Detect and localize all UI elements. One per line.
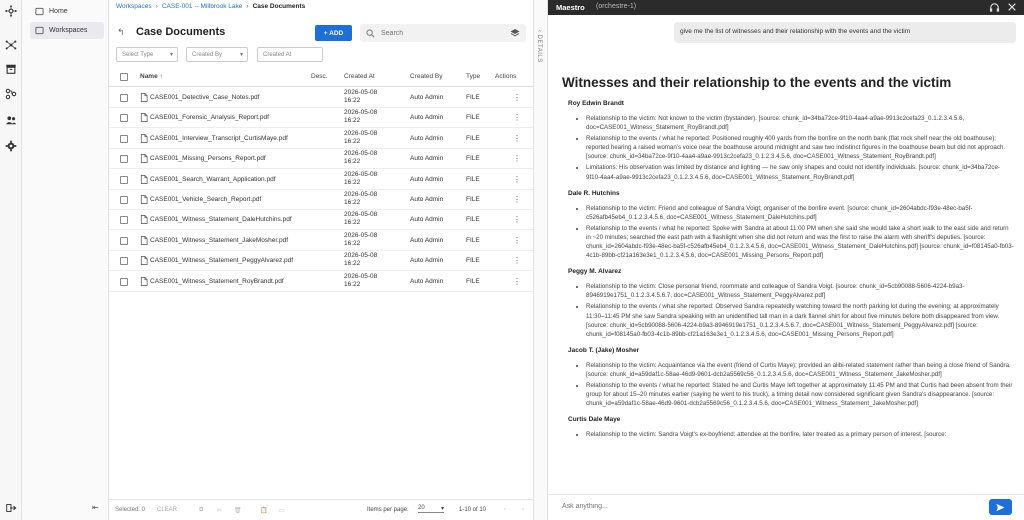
breadcrumb-separator: › — [155, 3, 158, 10]
created-time: 16:22 — [344, 158, 361, 166]
items-per-page-label: Items per page: — [367, 507, 409, 513]
created-by-cell: Auto Admin — [410, 196, 444, 203]
file-icon — [140, 134, 148, 143]
created-date: 2026-05-08 — [344, 211, 378, 219]
more-options-icon[interactable]: ⋮ — [513, 215, 521, 225]
file-icon — [140, 215, 148, 224]
column-created-by[interactable]: Created By — [410, 73, 443, 80]
created-at-cell — [344, 171, 377, 187]
chevron-down-icon: ▾ — [440, 506, 444, 512]
witness-section — [562, 416, 1014, 439]
created-at-cell — [344, 252, 377, 268]
table-row[interactable] — [109, 251, 533, 271]
row-checkbox[interactable] — [120, 135, 128, 143]
search-icon — [366, 29, 375, 38]
search-box — [360, 24, 526, 42]
created-date: 2026-05-08 — [344, 252, 378, 260]
chat-header — [548, 0, 1024, 15]
table-header — [109, 67, 533, 87]
type-filter-label: Select Type — [122, 51, 154, 58]
column-desc[interactable]: Desc. — [311, 73, 328, 80]
created-at-cell — [344, 89, 377, 105]
created-date: 2026-05-08 — [344, 272, 378, 280]
workspaces-icon — [34, 26, 44, 36]
type-cell: FILE — [466, 134, 480, 142]
created-date: 2026-05-08 — [344, 89, 378, 96]
file-name[interactable]: CASE001_Detective_Case_Notes.pdf — [150, 94, 260, 101]
workflow-icon[interactable] — [4, 87, 18, 101]
logout-icon[interactable] — [4, 501, 18, 515]
file-icon — [140, 175, 148, 184]
breadcrumb — [116, 3, 305, 10]
witness-bullet: • Relationship to the events / what he reported: Spoke with Sandra at about 11:00 PM when she said she would take a short walk to the east side and return in ~20 minutes; searched the east path with a flashlight when she did not return and was the first to raise the alarm with sheriff's deputies. [source: chunk_id=2604abdc-f93e-48ec-ba5f-c526afb45eb4_0.1.2.3.4.5.6, doc=CASE001_Witness_Statement_DaleHutchins.pdf] [source: chunk_id=f08145a0-fb03-4c1b-89bb-cf21a163e3e1_0.1.2.3.4.5.6, doc=CASE001_Missing_Persons_Report.pdf] — [586, 224, 1014, 260]
file-name[interactable]: CASE001_Witness_Statement_JakeMosher.pdf — [150, 236, 289, 244]
witness-bullet: • Limitations: His observation was limited by distance and lighting — he saw only shapes and could not identify individuals. [source: chunk_id=34ba72ce-9f10-4aa4-a9ae-9913c2cefa23_0.1.2.3.4.5.6, doc=CASE001_Witness_Statement_RoyBrandt.pdf] — [586, 163, 1014, 181]
type-cell: FILE — [466, 114, 480, 122]
file-name[interactable]: CASE001_Forensic_Analysis_Report.pdf — [150, 114, 269, 122]
witness-name: Dale R. Hutchins — [568, 189, 620, 197]
created-date: 2026-05-08 — [344, 191, 378, 198]
icon-rail — [0, 0, 22, 520]
type-filter[interactable] — [116, 47, 178, 62]
file-icon — [140, 236, 148, 245]
created-time: 16:22 — [344, 117, 361, 125]
more-options-icon[interactable]: ⋮ — [513, 235, 521, 245]
table-row[interactable] — [109, 108, 533, 128]
table-row[interactable] — [109, 129, 533, 149]
chat-input-bar — [548, 494, 1024, 520]
select-all-checkbox[interactable] — [120, 73, 128, 81]
more-options-icon[interactable]: ⋮ — [513, 276, 521, 286]
created-by-cell: Auto Admin — [410, 134, 444, 142]
sidebar-item-label: Workspaces — [49, 27, 88, 34]
users-icon[interactable] — [4, 113, 18, 127]
details-text: DETAILS — [536, 34, 542, 63]
back-arrow-icon[interactable]: ↰ — [117, 27, 125, 37]
chat-subtitle: (orchestre-1) — [596, 3, 637, 10]
chevron-icon: ‹ — [536, 30, 542, 35]
witness-name: Peggy M. Alvarez — [568, 268, 622, 276]
witness-bullet: • Relationship to the victim: Acquaintance via the event (friend of Curtis Maye); provided an alibi-related statement rather than being a close friend of Sandra. [source: chunk_id=a59daf1c-58ae-46d9-9601-dcb2a5569c56_0.1.2.3.4.5.6, doc=CASE001_Witness_Statement_JakeMosher.pdf] — [586, 361, 1014, 379]
chat-panel — [548, 0, 1024, 520]
collapse-sidebar-icon[interactable]: ⇤ — [92, 503, 99, 512]
next-page-icon[interactable]: › — [522, 507, 524, 513]
layers-icon[interactable] — [510, 28, 520, 38]
type-cell: FILE — [466, 196, 480, 203]
row-checkbox[interactable] — [120, 176, 128, 184]
archive-icon[interactable] — [4, 62, 18, 76]
cut-icon[interactable]: ✂ — [217, 508, 223, 514]
witness-bullets — [586, 114, 1014, 182]
created-time: 16:22 — [344, 260, 361, 268]
close-icon[interactable] — [1007, 2, 1018, 13]
created-by-cell: Auto Admin — [410, 175, 444, 183]
copy-icon[interactable]: ⧉ — [199, 507, 204, 513]
table-row[interactable] — [109, 170, 533, 190]
type-cell: FILE — [466, 94, 480, 101]
witness-section — [562, 347, 1014, 408]
type-cell: FILE — [466, 155, 480, 163]
witness-name: Jacob T. (Jake) Mosher — [568, 346, 640, 354]
created-date: 2026-05-08 — [344, 231, 378, 239]
breadcrumb-case[interactable]: CASE-001 -- Millbrook Lake — [161, 3, 243, 10]
created-time: 16:22 — [344, 137, 361, 145]
created-by-cell: Auto Admin — [410, 114, 444, 122]
file-icon — [140, 195, 148, 204]
send-button[interactable] — [989, 499, 1012, 515]
column-created-at[interactable]: Created At — [344, 73, 375, 80]
table-row[interactable] — [109, 149, 533, 169]
created-time: 16:22 — [344, 280, 361, 288]
file-name[interactable]: CASE001_Search_Warrant_Application.pdf — [150, 175, 276, 183]
details-tab[interactable] — [533, 0, 548, 520]
created-date: 2026-05-08 — [344, 150, 378, 158]
row-checkbox[interactable] — [120, 257, 128, 265]
created-time: 16:22 — [344, 199, 361, 206]
created-at-cell — [344, 232, 377, 248]
sidebar-item-label: Home — [49, 8, 68, 15]
created-by-cell: Auto Admin — [410, 216, 444, 224]
type-cell: FILE — [466, 175, 480, 183]
created-by-filter[interactable] — [186, 47, 248, 62]
breadcrumb-separator: › — [246, 3, 249, 10]
chevron-down-icon: ▾ — [239, 52, 243, 58]
witness-section — [562, 190, 1014, 261]
home-icon — [34, 7, 44, 17]
type-cell: FILE — [466, 216, 480, 224]
created-by-filter-label: Created By — [192, 51, 223, 58]
witness-bullet: • Relationship to the events / what he reported: Positioned roughly 400 yards from the bonfire on the north bank (flat rock shelf near the old boathouse); reported hearing a raised woman's voice near the boathouse around midnight and saw two indistinct figures in the boathouse beam but did not approach. [source: chunk_id=34ba72ce-9f10-4aa4-a9ae-9913c2cefa23_0.1.2.3.4.5.6, doc=CASE001_Witness_Statement_RoyBrandt.pdf] — [586, 134, 1014, 161]
delete-icon[interactable]: 🗑 — [234, 508, 242, 514]
more-options-icon[interactable]: ⋮ — [513, 93, 521, 102]
file-icon — [140, 277, 148, 286]
table-row[interactable] — [109, 210, 533, 230]
created-at-cell — [344, 191, 377, 207]
witness-name: Curtis Dale Maye — [568, 416, 621, 424]
created-time: 16:22 — [344, 219, 361, 227]
witness-bullets — [586, 361, 1014, 408]
file-icon — [140, 256, 148, 265]
table-row[interactable] — [109, 272, 533, 292]
settings-gear-icon[interactable] — [4, 139, 18, 153]
selected-count: Selected: 0 — [115, 507, 146, 513]
chat-title: Maestro — [556, 3, 585, 12]
file-name[interactable]: CASE001_Witness_Statement_RoyBrandt.pdf — [150, 277, 284, 285]
witness-bullet: • Relationship to the victim: Close personal friend, roommate and colleague of Sandra Voigt. [source: chunk_id=5cb90088-5606-4224-b9a3-8946919e1751_0.1.2.3.4.5.6.7, doc=CASE001_Witness_Statement_PeggyAlvarez.pdf] — [586, 282, 1014, 300]
page-range: 1-10 of 10 — [459, 507, 487, 513]
file-name[interactable]: CASE001_Witness_Statement_DaleHutchins.pdf — [150, 216, 292, 224]
created-date: 2026-05-08 — [344, 170, 378, 178]
row-checkbox[interactable] — [120, 114, 128, 122]
table-row[interactable] — [109, 231, 533, 251]
file-icon — [140, 113, 148, 122]
witness-list — [562, 100, 1014, 439]
row-checkbox[interactable] — [120, 237, 128, 245]
more-options-icon[interactable]: ⋮ — [513, 195, 521, 204]
type-cell: FILE — [466, 257, 480, 265]
created-at-cell — [344, 150, 377, 166]
witness-bullet: • Relationship to the victim: Not known to the victim (bystander). [source: chunk_id=34ba72ce-9f10-4aa4-a9ae-9913c2cefa23_0.1.2.3.4.5.6, doc=CASE001_Witness_Statement_RoyBrandt.pdf] — [586, 114, 1014, 132]
witness-bullet: • Relationship to the events / what he reported: Stated he and Curtis Maye left together at approximately 11:45 PM and that Curtis had been absent from their group for about 15–20 minutes earlier (saying he went to his truck), a timing detail now considered significant given Sandra's disappearance. [source: chunk_id=a59daf1c-58ae-46d9-9601-dcb2a5569c56_0.1.2.3.4.5.6, doc=CASE001_Witness_Statement_JakeMosher.pdf] — [586, 381, 1014, 408]
documents-panel — [109, 0, 533, 520]
witness-name: Roy Edwin Brandt — [568, 100, 624, 107]
file-name[interactable]: CASE001_Vehicle_Search_Report.pdf — [150, 196, 262, 203]
table-row[interactable] — [109, 190, 533, 210]
sidebar-item-workspaces[interactable] — [30, 22, 104, 39]
page-title: Case Documents — [136, 26, 226, 38]
witness-bullets — [586, 430, 1014, 439]
file-name[interactable]: CASE001_Witness_Statement_PeggyAlvarez.pdf — [150, 257, 294, 265]
row-checkbox[interactable] — [120, 94, 128, 102]
sidebar-item-home[interactable] — [30, 3, 104, 20]
witness-bullets — [586, 204, 1014, 261]
table-row[interactable] — [109, 88, 533, 108]
add-button[interactable]: + ADD — [315, 25, 352, 41]
chat-answer — [562, 60, 1014, 485]
file-name[interactable]: CASE001_Missing_Persons_Report.pdf — [150, 155, 266, 163]
witness-bullet: • Relationship to the events / what she reported: Observed Sandra repeatedly watching toward the north parking lot during the evening; at approximately 11:30–11:45 PM she saw Sandra speaking with an unidentified tall man in a dark flannel shirt for about five minutes before both disappeared from view. [source: chunk_id=5cb90088-5606-4224-b9a3-8946919e1751_0.1.2.3.4.5.6.7, doc=CASE001_Witness_Statement_PeggyAlvarez.pdf] [source: chunk_id=f08145a0-fb03-4c1b-89bb-cf21a163e3e1_0.1.2.3.4.5.6, doc=CASE001_Missing_Persons_Report.pdf] — [586, 302, 1014, 338]
row-checkbox[interactable] — [120, 216, 128, 224]
more-options-icon[interactable]: ⋮ — [513, 154, 521, 164]
created-time: 16:22 — [344, 97, 361, 104]
column-type[interactable]: Type — [466, 73, 481, 80]
clipboard-icon[interactable]: 📋 — [260, 508, 268, 514]
type-cell: FILE — [466, 236, 480, 244]
file-name[interactable]: CASE001_Interview_Transcript_CurtisMaye.pdf — [150, 134, 288, 142]
prev-page-icon[interactable]: ‹ — [504, 507, 506, 513]
created-date: 2026-05-08 — [344, 129, 378, 137]
headset-icon[interactable] — [989, 2, 1000, 13]
chevron-down-icon: ▾ — [169, 52, 173, 58]
app-logo-icon[interactable] — [4, 4, 18, 18]
created-date: 2026-05-08 — [344, 109, 378, 117]
row-checkbox[interactable] — [120, 278, 128, 286]
more-options-icon[interactable]: ⋮ — [513, 133, 521, 143]
created-at-cell — [344, 109, 377, 125]
file-icon — [140, 154, 148, 163]
items-per-page-value: 20 — [418, 505, 425, 511]
file-icon[interactable]: ▭ — [279, 508, 285, 514]
items-per-page-select[interactable] — [418, 505, 444, 513]
more-options-icon[interactable]: ⋮ — [513, 113, 521, 123]
created-time: 16:22 — [344, 178, 361, 186]
details-label — [536, 30, 542, 63]
witness-section — [562, 268, 1014, 339]
row-checkbox[interactable] — [120, 196, 128, 204]
table-footer — [109, 499, 533, 520]
file-icon — [140, 93, 148, 102]
witness-bullets — [586, 282, 1014, 339]
sidebar-nav — [22, 0, 109, 520]
created-at-filter-label: Created At — [263, 51, 292, 58]
created-at-cell — [344, 211, 377, 227]
created-at-cell — [344, 273, 377, 289]
breadcrumb-workspaces[interactable]: Workspaces — [116, 3, 152, 10]
user-message: give me the list of witnesses and their relationship with the events and the victim — [674, 22, 1016, 43]
created-by-cell: Auto Admin — [410, 155, 444, 163]
witness-bullet: • Relationship to the victim: Sandra Voigt's ex-boyfriend; attendee at the bonfire, later treated as a primary person of interest. [source: — [586, 430, 1014, 439]
created-at-cell — [344, 130, 377, 146]
search-input[interactable] — [381, 30, 501, 37]
created-by-cell: Auto Admin — [410, 236, 444, 244]
column-actions: Actions — [495, 73, 517, 80]
created-by-cell: Auto Admin — [410, 94, 444, 101]
created-time: 16:22 — [344, 239, 361, 247]
created-at-filter[interactable] — [257, 47, 323, 62]
answer-title: Witnesses and their relationship to the events and the victim — [562, 75, 952, 90]
witness-section — [562, 100, 1014, 182]
created-by-cell: Auto Admin — [410, 257, 444, 265]
chat-input[interactable] — [562, 503, 862, 510]
send-icon — [996, 503, 1005, 512]
created-by-cell: Auto Admin — [410, 277, 444, 285]
more-options-icon[interactable]: ⋮ — [513, 174, 521, 184]
network-icon[interactable] — [4, 38, 18, 52]
clear-button[interactable]: CLEAR — [157, 507, 178, 513]
witness-bullet: • Relationship to the victim: Friend and colleague of Sandra Voigt; organiser of the bonfire event. [source: chunk_id=2604abdc-f93e-48ec-ba5f-c526afb45eb4_0.1.2.3.4.5.6, doc=CASE001_Witness_Statement_DaleHutchins.pdf] — [586, 204, 1014, 222]
column-name[interactable]: Name ↑ — [140, 73, 163, 80]
breadcrumb-current: Case Documents — [252, 3, 306, 10]
type-cell: FILE — [466, 277, 480, 285]
row-checkbox[interactable] — [120, 155, 128, 163]
more-options-icon[interactable]: ⋮ — [513, 256, 521, 266]
